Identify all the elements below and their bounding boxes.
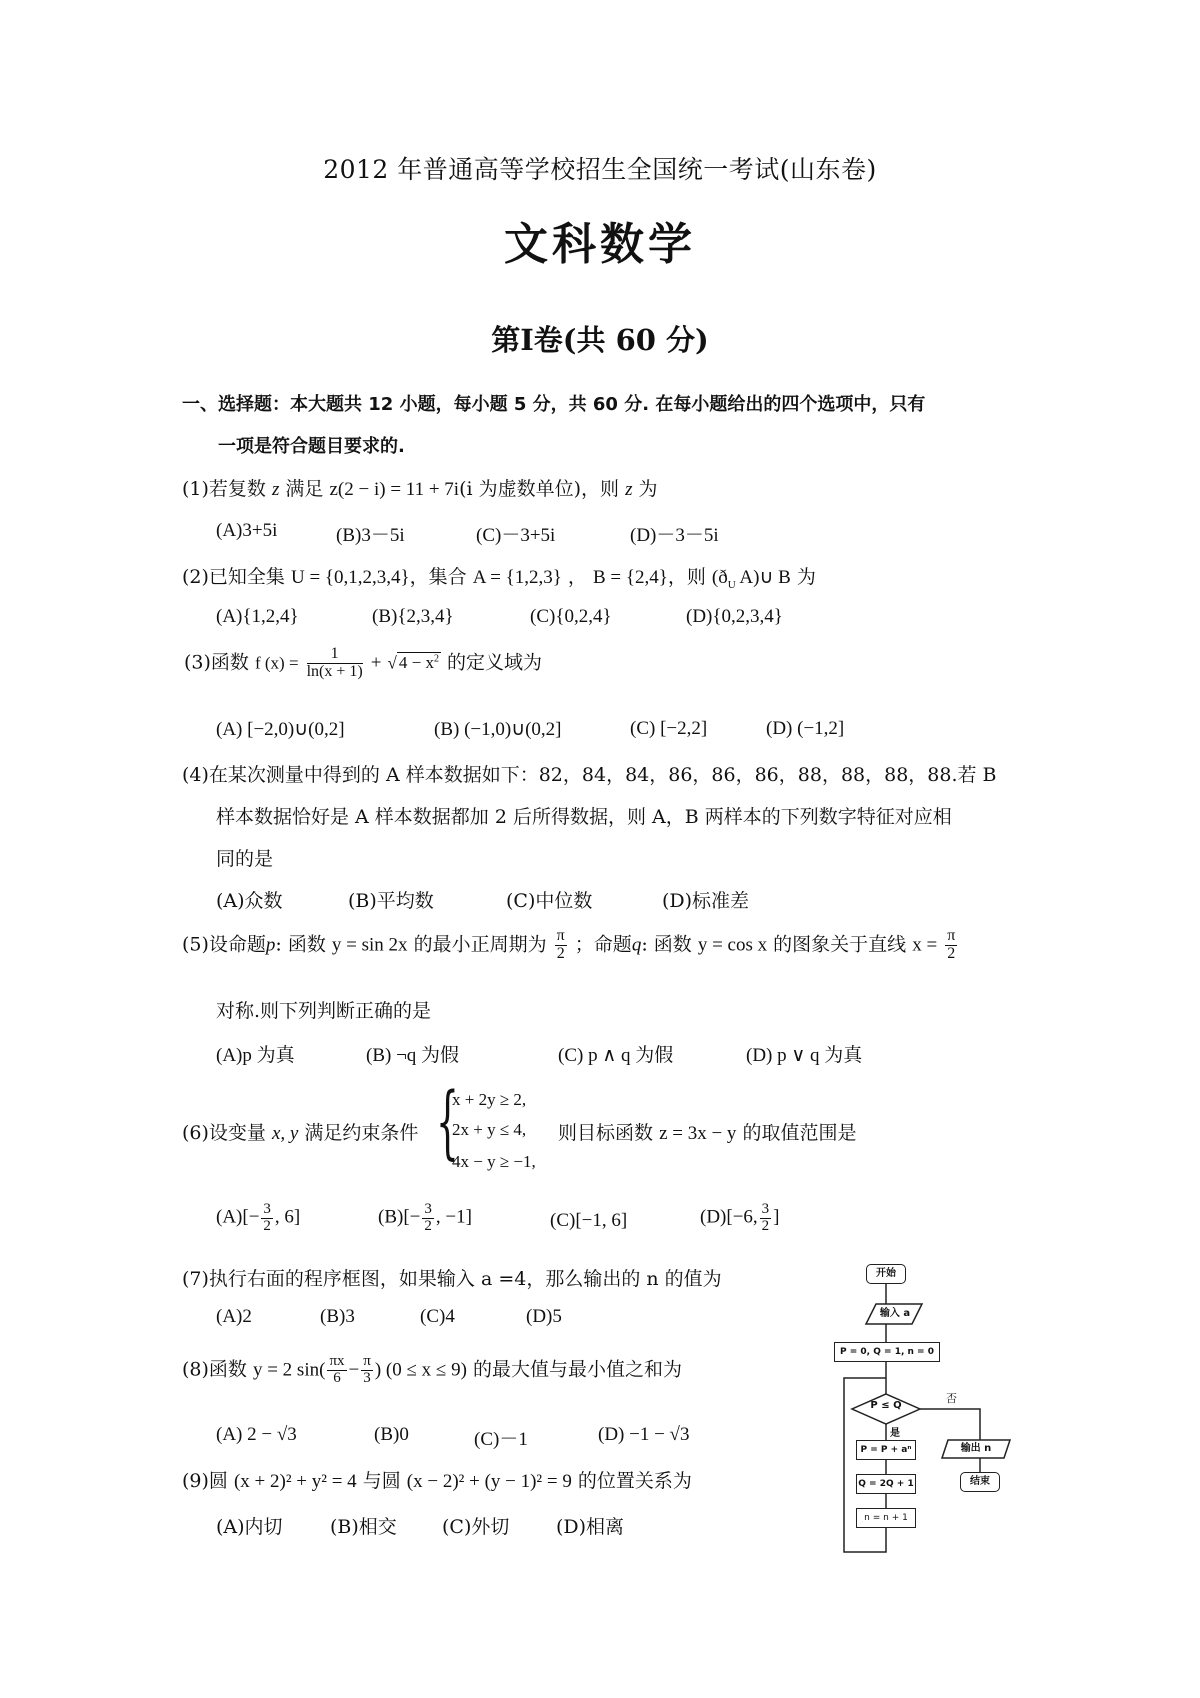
q3-fx: f (x) =: [254, 653, 299, 673]
subject-title: 文科数学: [504, 219, 696, 270]
q5-b: : 函数: [275, 933, 326, 956]
q8-minus: −: [348, 1359, 360, 1381]
q4-option-a: (A)众数: [216, 890, 283, 912]
q3-option-c: (C) [−2,2]: [630, 718, 708, 739]
q5-e: : 函数: [641, 933, 692, 956]
q9-circle1: (x + 2)² + y² = 4: [233, 1471, 357, 1492]
flowchart-input: 输入 a: [879, 1308, 911, 1319]
q7-option-d: (D)5: [526, 1306, 562, 1327]
q5-frac2: $\frac{\pi}{2}$: [947, 927, 956, 962]
q5-prefix: (5)设命题: [182, 933, 266, 956]
flowchart-end: 结束: [960, 1472, 1000, 1492]
q5-e2: y = cos x: [697, 934, 768, 956]
q2-option-a: (A){1,2,4}: [216, 606, 299, 627]
q5-e3: x =: [912, 934, 938, 956]
exam-title: 2012 年普通高等学校招生全国统一考试(山东卷): [323, 155, 877, 184]
q6-option-b: (B)[− $\frac{3}{2}$ , −1]: [378, 1201, 472, 1234]
q4-line3: 同的是: [216, 848, 274, 870]
q2-suffix: 为: [796, 566, 816, 588]
q1-note: (i 为虚数单位)，则: [459, 478, 620, 500]
q6-obj: z = 3x − y: [659, 1123, 737, 1144]
q3-sqrt: √ $4 - x^2$: [387, 653, 439, 673]
q3-option-a: (A) [−2,0)∪(0,2]: [216, 719, 345, 740]
q8-expr-a: y = 2 sin(: [252, 1359, 326, 1381]
q5-q: q: [631, 934, 642, 956]
flowchart-start: 开始: [866, 1264, 906, 1284]
flowchart-init: P = 0, Q = 1, n = 0: [834, 1342, 940, 1362]
q5-p: p: [265, 934, 276, 956]
question-2: [182, 562, 816, 591]
q5-d: ；命题: [574, 933, 632, 956]
q4-option-d: (D)标准差: [662, 890, 750, 912]
q2-option-c: (C){0,2,4}: [530, 606, 612, 627]
q4-line1: (4)在某次测量中得到的 A 样本数据如下：82，84，84，86，86，86，88，88，88，88.若 B: [182, 764, 997, 786]
question-6: [182, 1118, 418, 1145]
q8-option-a: (A) 2 − √3: [216, 1424, 297, 1445]
q2-b-expr: B = {2,4}: [592, 567, 668, 588]
q9-circle2: (x − 2)² + (y − 1)² = 9: [406, 1471, 572, 1492]
section-instructions-line1: 一、选择题：本大题共 12 小题，每小题 5 分，共 60 分. 在每小题给出的四个选项中，只有: [182, 394, 926, 415]
q8-expr-b: ) (0 ≤ x ≤ 9): [374, 1359, 467, 1381]
q6-brace: {: [436, 1075, 459, 1168]
q6-constraint-3: 4x − y ≥ −1,: [452, 1152, 536, 1171]
q8-option-c: (C)－1: [474, 1429, 528, 1450]
flowchart-yes-label: 是: [890, 1428, 900, 1439]
question-1: [182, 474, 658, 501]
q1-var: z: [271, 479, 280, 500]
q5-line2: 对称.则下列判断正确的是: [216, 1000, 432, 1022]
q7-option-b: (B)3: [320, 1306, 355, 1327]
q3-suffix: 的定义域为: [447, 651, 543, 674]
q5-option-d: (D) p ∨ q 为真: [746, 1045, 863, 1066]
flowchart: [840, 1262, 1040, 1562]
q9-option-a: (A)内切: [216, 1516, 283, 1538]
q2-a-expr: A = {1,2,3}: [472, 567, 562, 588]
q6-prefix: (6)设变量: [182, 1122, 266, 1144]
q3-option-b: (B) (−1,0)∪(0,2]: [434, 719, 562, 740]
q8-suffix: 的最大值与最小值之和为: [472, 1358, 682, 1381]
q6-vars: x, y: [271, 1123, 299, 1144]
q6-suffix: 的取值范围是: [742, 1122, 857, 1144]
section-instructions-line2: 一项是符合题目要求的.: [218, 436, 405, 457]
question-9: [182, 1466, 692, 1493]
q7-option-a: (A)2: [216, 1306, 252, 1327]
q9-option-b: (B)相交: [330, 1516, 397, 1538]
q5-f: 的图象关于直线: [773, 933, 907, 956]
q8-option-d: (D) −1 − √3: [598, 1424, 690, 1445]
q9-suffix: 的位置关系为: [577, 1470, 692, 1492]
q6-mid2: 则目标函数: [558, 1122, 654, 1144]
q3-option-d: (D) (−1,2]: [766, 718, 845, 739]
q1-option-c: (C)－3+5i: [476, 525, 556, 546]
part-title: 第Ⅰ卷(共 60 分): [491, 323, 709, 357]
q9-option-c: (C)外切: [442, 1516, 510, 1538]
q8-frac1: $\frac{\pi x}{6}$: [329, 1353, 345, 1386]
q4-option-c: (C)中位数: [506, 890, 593, 912]
q5-option-b: (B) ¬q 为假: [366, 1045, 460, 1066]
q6-option-c: (C)[−1, 6]: [550, 1210, 628, 1231]
question-8: [182, 1354, 682, 1387]
q5-c: 的最小正周期为: [413, 933, 547, 956]
q7-option-c: (C)4: [420, 1306, 455, 1327]
flowchart-step-q: Q = 2Q + 1: [856, 1474, 916, 1494]
q2-u-expr: U = {0,1,2,3,4}: [290, 567, 410, 588]
q8-option-b: (B)0: [374, 1424, 409, 1445]
q6-constraint-2: 2x + y ≤ 4,: [452, 1120, 527, 1139]
q1-option-d: (D)－3－5i: [630, 525, 719, 546]
q2-prefix: (2)已知全集: [182, 566, 285, 588]
q6-option-a: (A)[− $\frac{3}{2}$ , 6]: [216, 1201, 301, 1234]
q4-line2: 样本数据恰好是 A 样本数据都加 2 后所得数据，则 A，B 两样本的下列数字特征对应相: [216, 806, 952, 828]
q1-expr: z(2 − i) = 11 + 7i: [329, 479, 460, 500]
q5-option-c: (C) p ∧ q 为假: [558, 1045, 674, 1066]
q9-prefix: (9)圆: [182, 1470, 228, 1492]
q3-fraction: $\frac{1}{\ln(x + 1)}$: [306, 645, 363, 680]
q9-option-d: (D)相离: [556, 1516, 625, 1538]
q9-mid: 与圆: [362, 1470, 401, 1492]
q5-e1: y = sin 2x: [331, 934, 408, 956]
q2-mid1: ，集合: [409, 566, 467, 588]
q1-mid: 满足: [285, 478, 324, 500]
q2-sep: ，: [567, 566, 587, 588]
q5-frac1: $\frac{\pi}{2}$: [556, 927, 565, 962]
q4-option-b: (B)平均数: [348, 890, 434, 912]
q6-mid: 满足约束条件: [304, 1122, 419, 1144]
q8-frac2: $\frac{\pi}{3}$: [363, 1353, 371, 1386]
q3-plus: +: [370, 652, 382, 674]
flowchart-step-p: P = P + aⁿ: [856, 1440, 916, 1460]
q7-text: (7)执行右面的程序框图，如果输入 a =4，那么输出的 n 的值为: [182, 1268, 722, 1290]
q1-option-b: (B)3－5i: [336, 525, 405, 546]
question-5: [182, 928, 959, 963]
q6-constraint-1: x + 2y ≥ 2,: [452, 1090, 527, 1109]
q6-option-d: (D)[−6, $\frac{3}{2}$ ]: [700, 1201, 780, 1234]
flowchart-output: 输出 n: [960, 1443, 992, 1454]
q5-option-a: (A)p 为真: [216, 1045, 295, 1066]
question-3: [184, 646, 542, 681]
flowchart-condition: P ≤ Q: [870, 1400, 902, 1411]
q2-mid2: ，则: [667, 566, 706, 588]
flowchart-step-n: n = n + 1: [856, 1508, 916, 1528]
q1-suffix: 为: [638, 478, 658, 500]
q6-objective: [558, 1118, 857, 1145]
q1-var2: z: [625, 479, 633, 500]
q2-option-d: (D){0,2,3,4}: [686, 606, 783, 627]
q1-option-a: (A)3+5i: [216, 520, 278, 541]
q1-prefix: (1)若复数: [182, 478, 266, 500]
q3-prefix: (3)函数: [184, 651, 249, 674]
q2-complement: ($ð_U$ A)∪ B: [711, 567, 791, 591]
q2-option-b: (B){2,3,4}: [372, 606, 454, 627]
q8-prefix: (8)函数: [182, 1358, 247, 1381]
flowchart-no-label: 否: [946, 1392, 957, 1405]
